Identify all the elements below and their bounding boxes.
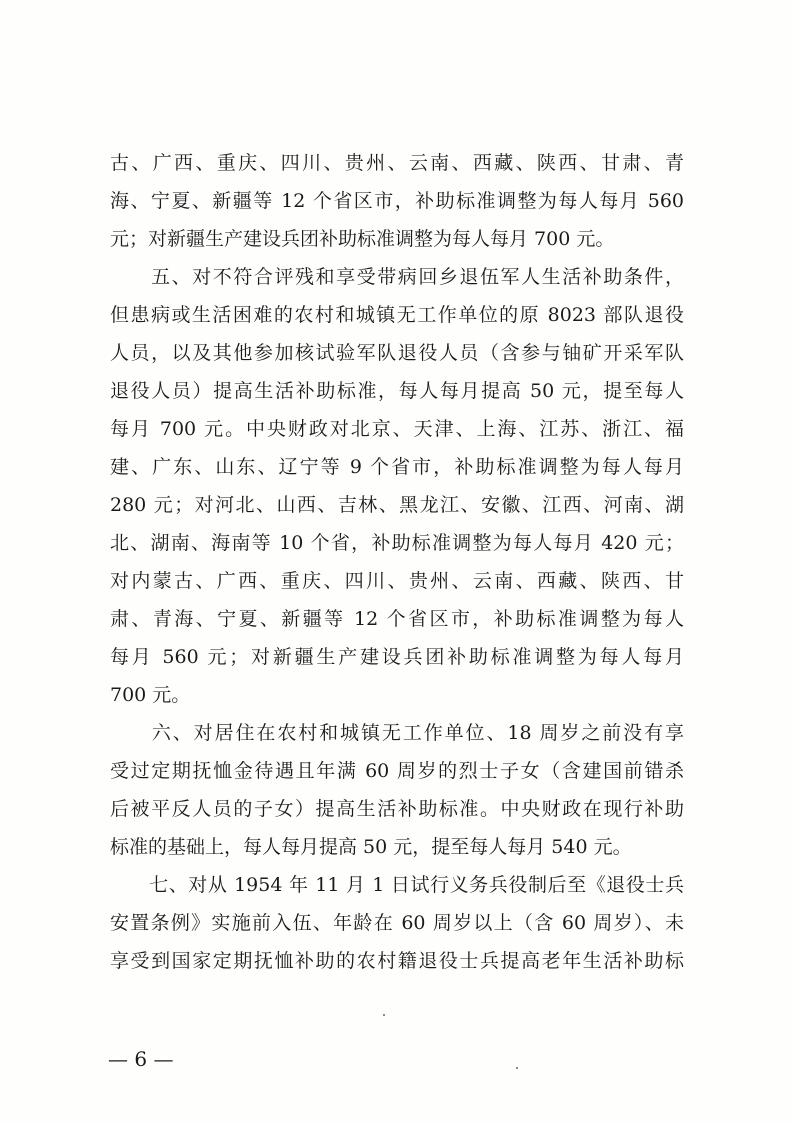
page-number: — 6 — [108, 1047, 174, 1071]
scan-speck [383, 1014, 385, 1016]
text-line: 人员，以及其他参加核试验军队退役人员（含参与铀矿开采军队 [110, 342, 684, 364]
text-line: 肃、青海、宁夏、新疆等 12 个省区市，补助标准调整为每人 [110, 608, 684, 630]
text-line: 受过定期抚恤金待遇且年满 60 周岁的烈士子女（含建国前错杀 [110, 760, 684, 782]
text-line: 后被平反人员的子女）提高生活补助标准。中央财政在现行补助 [110, 798, 684, 820]
text-line: 七、对从 1954 年 11 月 1 日试行义务兵役制后至《退役士兵 [110, 874, 684, 896]
text-line: 享受到国家定期抚恤补助的农村籍退役士兵提高老年生活补助标 [110, 950, 684, 972]
text-line: 退役人员）提高生活补助标准，每人每月提高 50 元，提至每人 [110, 380, 684, 402]
text-line: 700 元。 [110, 684, 191, 706]
text-line: 对内蒙古、广西、重庆、四川、贵州、云南、西藏、陕西、甘 [110, 570, 684, 592]
text-line: 每月 560 元；对新疆生产建设兵团补助标准调整为每人每月 [110, 646, 684, 668]
text-line: 北、湖南、海南等 10 个省，补助标准调整为每人每月 420 元； [110, 532, 684, 554]
text-line: 元；对新疆生产建设兵团补助标准调整为每人每月 700 元。 [110, 228, 615, 250]
text-line: 280 元；对河北、山西、吉林、黑龙江、安徽、江西、河南、湖 [110, 494, 684, 516]
text-line: 每月 700 元。中央财政对北京、天津、上海、江苏、浙江、福 [110, 418, 684, 440]
text-line: 安置条例》实施前入伍、年龄在 60 周岁以上（含 60 周岁）、未 [110, 912, 684, 934]
text-line: 五、对不符合评残和享受带病回乡退伍军人生活补助条件， [110, 266, 684, 288]
text-line: 六、对居住在农村和城镇无工作单位、18 周岁之前没有享 [110, 722, 684, 744]
text-line: 海、宁夏、新疆等 12 个省区市，补助标准调整为每人每月 560 [110, 190, 684, 212]
text-line: 建、广东、山东、辽宁等 9 个省市，补助标准调整为每人每月 [110, 456, 684, 478]
text-line: 标准的基础上，每人每月提高 50 元，提至每人每月 540 元。 [110, 836, 632, 858]
text-line: 古、广西、重庆、四川、贵州、云南、西藏、陕西、甘肃、青 [110, 152, 684, 174]
text-line: 但患病或生活困难的农村和城镇无工作单位的原 8023 部队退役 [110, 304, 684, 326]
scan-speck [516, 1067, 518, 1069]
